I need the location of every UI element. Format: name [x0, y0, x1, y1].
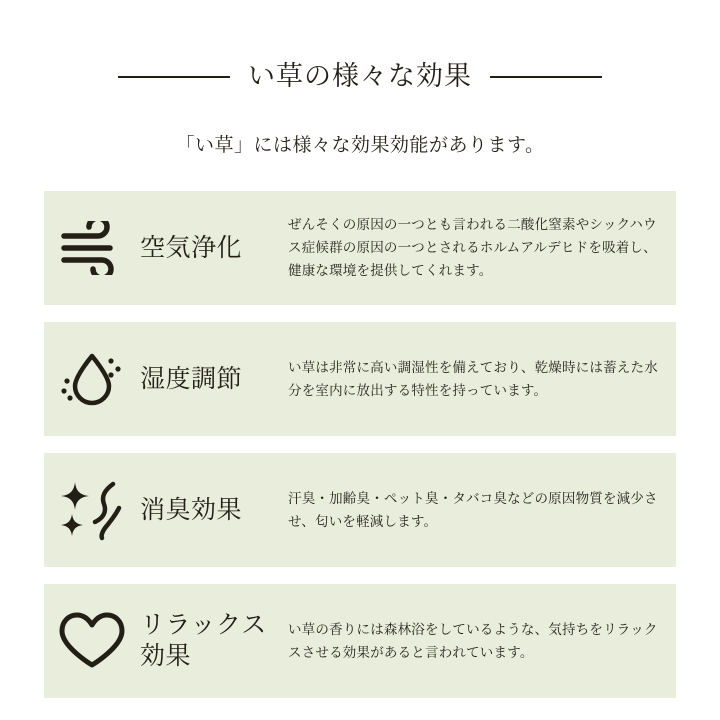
feature-name: リラックス効果: [140, 611, 267, 670]
title-rule-left: [118, 76, 230, 78]
feature-description: ぜんそくの原因の一つとも言われる二酸化窒素やシックハウス症候群の原因の一つとされるホルムアルデヒドを吸着し、健康な環境を提供してくれます。: [288, 217, 657, 279]
feature-description: い草の香りには森林浴をしているような、気持ちをリラックスさせる効果があると言われています。: [288, 621, 658, 660]
feature-description: 汗臭・加齢臭・ペット臭・タバコ臭などの原因物質を減少させ、匂いを軽減します。: [288, 490, 658, 529]
heart-icon: [44, 584, 140, 698]
title-rule-right: [490, 76, 602, 78]
feature-item-relaxation: [44, 584, 676, 698]
page-subtitle: 「い草」には様々な効果効能があります。: [175, 134, 545, 156]
feature-item-deodorizing: [44, 453, 676, 567]
feature-name: 湿度調節: [140, 364, 243, 393]
feature-list: [44, 191, 676, 698]
water-drop-icon: [44, 322, 140, 436]
wind-icon: [44, 191, 140, 305]
feature-description: い草は非常に高い調湿性を備えており、乾燥時には蓄えた水分を室内に放出する特性を持っています。: [288, 359, 658, 398]
feature-name: 空気浄化: [140, 233, 243, 262]
page-title: い草の様々な効果: [248, 61, 472, 92]
header: [44, 0, 676, 157]
title-row: [44, 44, 676, 110]
sparkle-icon: [44, 453, 140, 567]
feature-item-humidity-control: [44, 322, 676, 436]
feature-name: 消臭効果: [140, 495, 243, 524]
feature-item-air-purification: [44, 191, 676, 305]
